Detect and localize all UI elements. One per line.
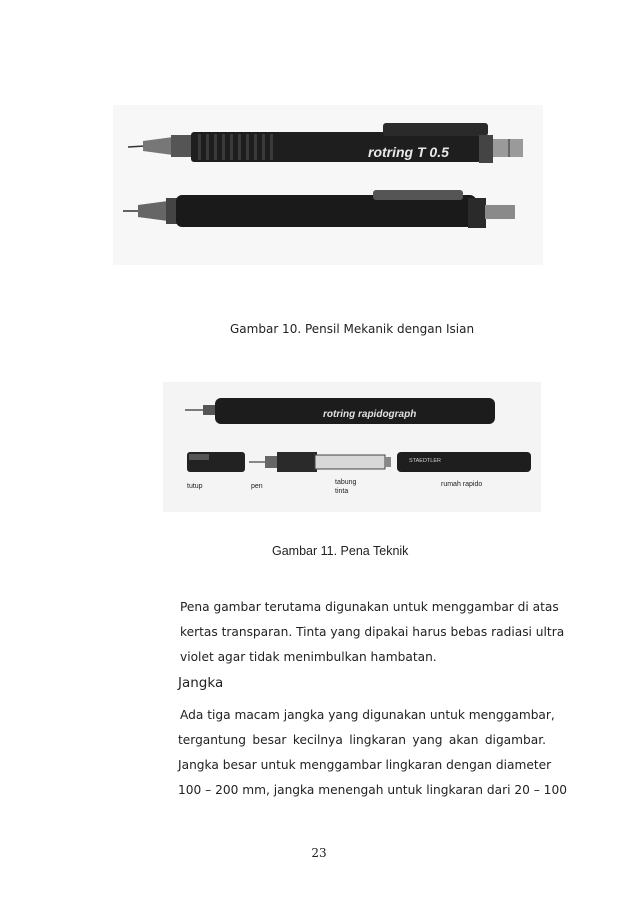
paragraph-line: 100 – 200 mm, jangka menengah untuk lingkaran dari 20 – 100: [178, 783, 567, 797]
figure-10-caption: Gambar 10. Pensil Mekanik dengan Isian: [230, 322, 475, 336]
figure-technical-pen: [163, 382, 541, 512]
paragraph-line: Ada tiga macam jangka yang digunakan untuk menggambar,: [180, 708, 555, 722]
paragraph-jangka: [178, 703, 567, 803]
page-number: 23: [311, 846, 327, 860]
label-rumah-rapido: rumah rapido: [441, 481, 483, 488]
pencil-top: [128, 123, 523, 163]
label-tinta: tinta: [335, 488, 349, 495]
label-tutup: tutup: [187, 483, 203, 490]
paragraph-line: violet agar tidak menimbulkan hambatan.: [180, 650, 437, 664]
assembled-pen: [185, 398, 495, 424]
paragraph-line: kertas transparan. Tinta yang dipakai harus bebas radiasi ultra: [180, 625, 565, 639]
staedtler-label: STAEDTLER: [409, 458, 441, 464]
figure-mechanical-pencils: [113, 105, 543, 265]
pen-brand-label: rotring rapidograph: [323, 409, 417, 420]
pen-nib-and-tube: [249, 452, 391, 472]
pen-cap: [187, 452, 245, 472]
paragraph-pena-gambar: [180, 595, 565, 670]
paragraph-line: Pena gambar terutama digunakan untuk menggambar di atas: [180, 600, 559, 614]
paragraph-line: tergantung besar kecilnya lingkaran yang akan digambar.: [178, 733, 546, 747]
pencil-brand-label: rotring T 0.5: [368, 144, 449, 160]
label-pen: pen: [251, 483, 263, 490]
pen-body: [397, 452, 531, 472]
figure-11-caption: Gambar 11. Pena Teknik: [272, 544, 409, 558]
paragraph-line: Jangka besar untuk menggambar lingkaran dengan diameter: [178, 758, 552, 772]
label-tabung: tabung: [335, 479, 357, 486]
technical-pen-illustration: [163, 382, 541, 512]
section-heading-jangka: Jangka: [178, 675, 224, 691]
pencil-bottom: [123, 190, 515, 228]
mechanical-pencils-illustration: [113, 105, 543, 265]
